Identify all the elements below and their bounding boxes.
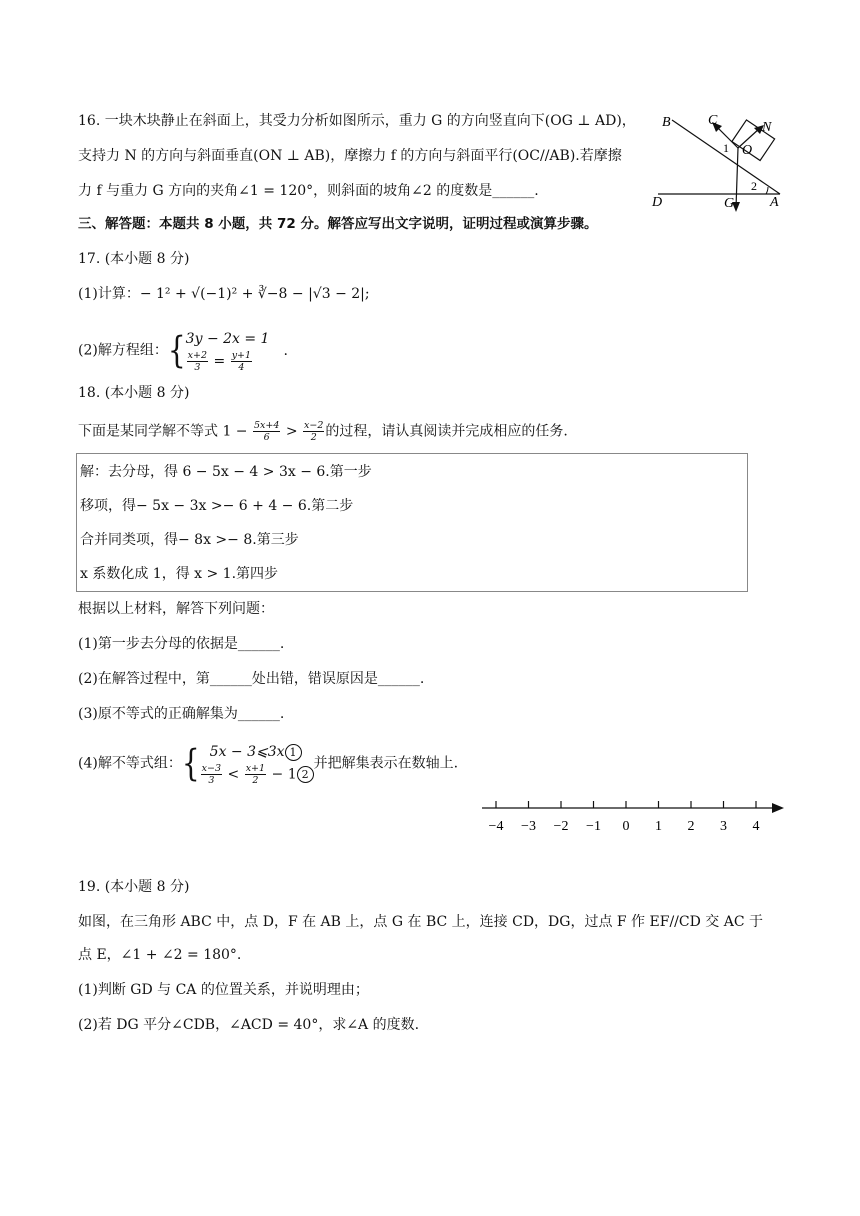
section-3-heading: 三、解答题：本题共 8 小题，共 72 分。解答应写出文字说明，证明过程或演算步骤。 — [78, 216, 598, 232]
label-g: G — [724, 196, 735, 211]
label-o: O — [742, 143, 753, 158]
q18-task-2: (2)在解答过程中，第______处出错，错误原因是______. — [78, 671, 425, 687]
axis-tick-label: −1 — [586, 819, 601, 834]
inequality-1: 5x − 3⩽3x 1 — [200, 741, 314, 763]
number-line — [478, 798, 788, 840]
label-c: C — [708, 113, 718, 128]
q18-prompt: 根据以上材料，解答下列问题： — [78, 601, 274, 617]
label-b: B — [662, 115, 671, 130]
label-a: A — [770, 195, 779, 210]
q19-heading: 19. (本小题 8 分) — [78, 879, 190, 895]
label-2: 2 — [751, 179, 757, 193]
q18-task-1: (1)第一步去分母的依据是______. — [78, 636, 285, 652]
q16-line-2: 支持力 N 的方向与斜面垂直(ON ⊥ AB)，摩擦力 f 的方向与斜面平行(OC//AB).若摩擦 — [78, 148, 622, 164]
axis-tick-label: 0 — [622, 819, 630, 834]
axis-tick-label: 1 — [655, 819, 662, 834]
equation-2: $\frac{x+2}{3}$ = $\frac{y+1}{4}$ — [187, 350, 252, 373]
axis-tick-label: 3 — [720, 819, 727, 834]
step-3: 合并同类项，得− 8x >− 8.第三步 — [80, 532, 299, 548]
q16-line-3: 力 f 与重力 G 方向的夹角∠1 = 120°，则斜面的坡角∠2 的度数是______. — [78, 183, 539, 199]
q19-line-1: 如图，在三角形 ABC 中，点 D，F 在 AB 上，点 G 在 BC 上，连接 CD，DG，过点 F 作 EF//CD 交 AC 于 — [78, 914, 763, 930]
step-2: 移项，得− 5x − 3x >− 6 + 4 − 6.第二步 — [80, 498, 354, 514]
axis-tick-label: −2 — [553, 819, 569, 834]
axis-tick-label: −4 — [488, 819, 504, 834]
q18-heading: 18. (本小题 8 分) — [78, 385, 190, 401]
label-d: D — [652, 195, 663, 210]
q18-task-4: (4)解不等式组：{ 5x − 3⩽3x 1 $\frac{x-3}{3}$ < $\frac{x+1}{2}$ − 1 2 并把解集表示在数轴上. — [78, 741, 459, 786]
step-1: 解：去分母，得 6 − 5x − 4 > 3x − 6.第一步 — [80, 464, 372, 480]
q18-task-3: (3)原不等式的正确解集为______. — [78, 706, 285, 722]
label-n: N — [762, 120, 772, 135]
force-diagram — [650, 108, 790, 213]
q19-part-2: (2)若 DG 平分∠CDB，∠ACD = 40°，求∠A 的度数. — [78, 1017, 420, 1033]
q16-line-1: 16. 一块木块静止在斜面上，其受力分析如图所示，重力 G 的方向竖直向下(OG ⊥ AD)， — [78, 113, 636, 129]
q18-intro: 下面是某同学解不等式 1 − $\frac{5x+4}{6}$ > $\frac{x-2}{2}$ 的过程，请认真阅读并完成相应的任务. — [78, 420, 568, 443]
inequality-2: $\frac{x-3}{3}$ < $\frac{x+1}{2}$ − 1 2 — [200, 763, 314, 786]
axis-tick-label: 4 — [752, 819, 760, 834]
q17-part-2: (2)解方程组：{ 3y − 2x = 1 $\frac{x+2}{3}$ = $\frac{y+1}{4}$ . — [78, 328, 288, 373]
axis-tick-label: 2 — [687, 819, 695, 834]
equation-1: 3y − 2x = 1 — [185, 331, 270, 347]
q19-line-2: 点 E，∠1 + ∠2 = 180°. — [78, 947, 242, 963]
q17-heading: 17. (本小题 8 分) — [78, 251, 190, 267]
step-4: x 系数化成 1，得 x > 1.第四步 — [80, 566, 279, 582]
q17-part-1: (1)计算：− 1² + √(−1)² + ∛−8 − |√3 − 2|; — [78, 286, 370, 302]
q19-part-1: (1)判断 GD 与 CA 的位置关系，并说明理由； — [78, 982, 369, 998]
axis-tick-label: −3 — [521, 819, 536, 834]
label-1: 1 — [723, 141, 729, 155]
q17-part-2-label: (2)解方程组： — [78, 342, 168, 359]
